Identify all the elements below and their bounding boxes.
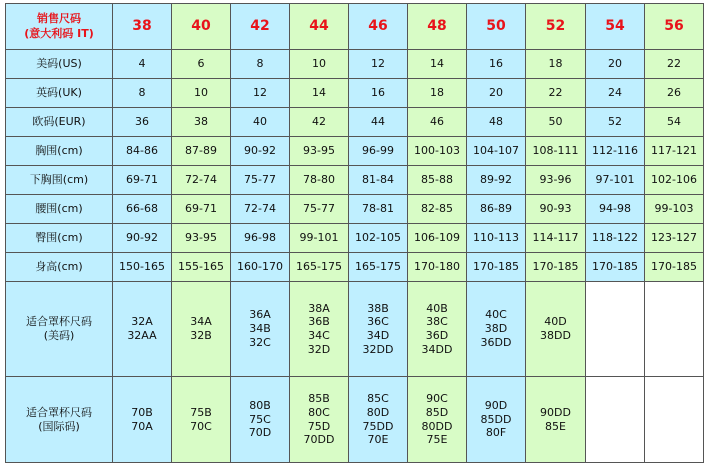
value-cell: 102-106 [645, 166, 704, 195]
cup-size-cell [172, 377, 231, 463]
size-header-cell: 54 [586, 4, 645, 50]
header-title-cell [6, 4, 113, 50]
cup-size-value: 75E [426, 433, 448, 447]
value-cell: 96-99 [349, 137, 408, 166]
value-cell: 112-116 [586, 137, 645, 166]
value-cell: 75-77 [231, 166, 290, 195]
cup-us-row [6, 282, 704, 377]
cup-size-value: 85C [367, 392, 389, 405]
cup-size-cell [113, 282, 172, 377]
value-cell: 66-68 [113, 195, 172, 224]
value-cell: 84-86 [113, 137, 172, 166]
value-cell: 89-92 [467, 166, 526, 195]
value-cell: 118-122 [586, 224, 645, 253]
value-cell: 75-77 [290, 195, 349, 224]
cup-size-value: 40B [426, 301, 448, 315]
value-cell: 106-109 [408, 224, 467, 253]
cup-size-value: 36C [367, 315, 389, 329]
cup-size-value: 70B [131, 405, 153, 419]
cup-size-cell [467, 377, 526, 463]
cup-size-value: 80D [366, 405, 390, 419]
cup-size-value: 32C [249, 335, 271, 349]
value-cell: 150-165 [113, 253, 172, 282]
value-cell: 170-185 [526, 253, 586, 282]
value-cell: 104-107 [467, 137, 526, 166]
cup-size-value: 80DD [421, 419, 453, 433]
cup-size-cell [113, 377, 172, 463]
value-cell: 165-175 [349, 253, 408, 282]
size-header-cell: 44 [290, 4, 349, 50]
size-header-cell: 42 [231, 4, 290, 50]
value-cell: 97-101 [586, 166, 645, 195]
row-label-cell: 腰围(cm) [6, 195, 113, 224]
value-cell: 20 [586, 50, 645, 79]
value-cell: 6 [172, 50, 231, 79]
value-cell: 102-105 [349, 224, 408, 253]
cup-size-value: 38C [426, 315, 448, 329]
cup-size-value: 80C [308, 405, 330, 419]
table-row [6, 50, 704, 79]
value-cell: 85-88 [408, 166, 467, 195]
value-cell: 8 [231, 50, 290, 79]
header-title-line2: (意大利码 IT) [24, 26, 94, 40]
size-chart-table [5, 3, 704, 463]
value-cell: 110-113 [467, 224, 526, 253]
cup-size-cell [349, 282, 408, 377]
value-cell: 93-95 [290, 137, 349, 166]
row-label-cell [6, 282, 113, 377]
cup-size-value: 85DD [480, 412, 512, 426]
cup-size-value: 34B [249, 322, 271, 336]
cup-size-value: 34C [308, 329, 330, 342]
cup-intl-row [6, 377, 704, 463]
row-label-cell: 臀围(cm) [6, 224, 113, 253]
value-cell: 90-92 [113, 224, 172, 253]
cup-size-value: 32B [190, 329, 212, 342]
value-cell: 40 [231, 108, 290, 137]
cup-size-value: 38A [308, 301, 330, 315]
value-cell: 90-93 [526, 195, 586, 224]
value-cell: 10 [172, 79, 231, 108]
cup-size-cell [172, 282, 231, 377]
size-header-cell: 56 [645, 4, 704, 50]
value-cell: 100-103 [408, 137, 467, 166]
cup-size-value: 80B [249, 398, 271, 412]
size-header-cell: 38 [113, 4, 172, 50]
row-label-line2: (国际码) [38, 419, 80, 433]
cup-size-cell [290, 282, 349, 377]
value-cell: 54 [645, 108, 704, 137]
value-cell: 38 [172, 108, 231, 137]
cup-size-value: 75DD [362, 419, 394, 433]
cup-size-value: 80F [485, 426, 507, 440]
cup-size-value: 90C [426, 392, 448, 405]
cup-size-value: 32DD [362, 342, 394, 356]
row-label-line2: (美码) [43, 329, 75, 342]
value-cell: 36 [113, 108, 172, 137]
size-header-cell: 48 [408, 4, 467, 50]
row-label-cell: 美码(US) [6, 50, 113, 79]
value-cell: 4 [113, 50, 172, 79]
row-label-cell [6, 377, 113, 463]
value-cell: 14 [408, 50, 467, 79]
size-header-cell: 52 [526, 4, 586, 50]
value-cell: 155-165 [172, 253, 231, 282]
cup-size-cell [586, 282, 645, 377]
cup-size-cell [231, 377, 290, 463]
value-cell: 8 [113, 79, 172, 108]
value-cell: 78-81 [349, 195, 408, 224]
cup-size-cell [526, 282, 586, 377]
cup-size-value: 36DD [480, 335, 512, 349]
row-label-cell: 胸围(cm) [6, 137, 113, 166]
value-cell: 170-185 [586, 253, 645, 282]
table-row [6, 166, 704, 195]
cup-size-value: 85B [308, 392, 330, 405]
value-cell: 72-74 [231, 195, 290, 224]
value-cell: 26 [645, 79, 704, 108]
value-cell: 87-89 [172, 137, 231, 166]
value-cell: 94-98 [586, 195, 645, 224]
cup-size-cell [645, 282, 704, 377]
value-cell: 108-111 [526, 137, 586, 166]
cup-size-value: 38D [484, 322, 508, 336]
cup-size-value: 34D [366, 329, 390, 342]
value-cell: 96-98 [231, 224, 290, 253]
value-cell: 99-103 [645, 195, 704, 224]
cup-size-value: 75C [249, 412, 271, 426]
table-row [6, 79, 704, 108]
value-cell: 170-185 [645, 253, 704, 282]
value-cell: 86-89 [467, 195, 526, 224]
value-cell: 46 [408, 108, 467, 137]
size-header-cell: 50 [467, 4, 526, 50]
value-cell: 69-71 [113, 166, 172, 195]
value-cell: 10 [290, 50, 349, 79]
cup-size-cell [645, 377, 704, 463]
row-label-cell: 下胸围(cm) [6, 166, 113, 195]
cup-size-value: 32D [307, 342, 331, 356]
row-label-line1: 适合罩杯尺码 [26, 315, 92, 329]
cup-size-value: 38DD [540, 329, 571, 342]
value-cell: 170-185 [467, 253, 526, 282]
cup-size-value: 70A [131, 419, 153, 433]
cup-size-cell [408, 377, 467, 463]
value-cell: 82-85 [408, 195, 467, 224]
cup-size-cell [408, 282, 467, 377]
value-cell: 18 [408, 79, 467, 108]
value-cell: 81-84 [349, 166, 408, 195]
table-row [6, 224, 704, 253]
value-cell: 165-175 [290, 253, 349, 282]
value-cell: 16 [349, 79, 408, 108]
cup-size-value: 38B [367, 301, 389, 315]
cup-size-value: 70DD [303, 433, 335, 447]
cup-size-value: 36A [249, 308, 271, 322]
table-row [6, 253, 704, 282]
table-row [6, 137, 704, 166]
value-cell: 12 [349, 50, 408, 79]
value-cell: 48 [467, 108, 526, 137]
cup-size-cell [467, 282, 526, 377]
value-cell: 78-80 [290, 166, 349, 195]
value-cell: 44 [349, 108, 408, 137]
size-header-cell: 40 [172, 4, 231, 50]
cup-size-value: 70C [190, 419, 212, 433]
cup-size-value: 34DD [421, 342, 453, 356]
cup-size-value: 85D [425, 405, 449, 419]
cup-size-value: 90D [484, 398, 508, 412]
cup-size-value: 85E [545, 419, 566, 433]
cup-size-value: 40D [544, 315, 567, 329]
value-cell: 117-121 [645, 137, 704, 166]
row-label-cell: 身高(cm) [6, 253, 113, 282]
value-cell: 12 [231, 79, 290, 108]
table-row [6, 195, 704, 224]
value-cell: 22 [526, 79, 586, 108]
row-label-cell: 英码(UK) [6, 79, 113, 108]
cup-size-cell [526, 377, 586, 463]
value-cell: 90-92 [231, 137, 290, 166]
cup-size-value: 36B [308, 315, 330, 329]
size-header-cell: 46 [349, 4, 408, 50]
value-cell: 50 [526, 108, 586, 137]
cup-size-value: 75D [307, 419, 331, 433]
header-row [6, 4, 704, 50]
row-label-line1: 适合罩杯尺码 [26, 405, 92, 419]
cup-size-value: 70E [367, 433, 389, 447]
value-cell: 160-170 [231, 253, 290, 282]
value-cell: 93-96 [526, 166, 586, 195]
value-cell: 99-101 [290, 224, 349, 253]
cup-size-cell [290, 377, 349, 463]
table-row [6, 108, 704, 137]
value-cell: 24 [586, 79, 645, 108]
value-cell: 16 [467, 50, 526, 79]
value-cell: 93-95 [172, 224, 231, 253]
value-cell: 72-74 [172, 166, 231, 195]
cup-size-value: 36D [425, 329, 449, 342]
cup-size-value: 40C [485, 308, 507, 322]
cup-size-value: 32AA [127, 329, 157, 342]
cup-size-cell [349, 377, 408, 463]
value-cell: 52 [586, 108, 645, 137]
value-cell: 18 [526, 50, 586, 79]
value-cell: 69-71 [172, 195, 231, 224]
cup-size-value: 34A [190, 315, 212, 329]
value-cell: 20 [467, 79, 526, 108]
cup-size-value: 90DD [540, 405, 571, 419]
cup-size-value: 70D [248, 426, 272, 440]
cup-size-cell [231, 282, 290, 377]
value-cell: 123-127 [645, 224, 704, 253]
value-cell: 170-180 [408, 253, 467, 282]
value-cell: 42 [290, 108, 349, 137]
cup-size-cell [586, 377, 645, 463]
value-cell: 22 [645, 50, 704, 79]
cup-size-value: 75B [190, 405, 212, 419]
cup-size-value: 32A [131, 315, 153, 329]
row-label-cell: 欧码(EUR) [6, 108, 113, 137]
value-cell: 14 [290, 79, 349, 108]
header-title-line1: 销售尺码 [37, 11, 81, 25]
value-cell: 114-117 [526, 224, 586, 253]
